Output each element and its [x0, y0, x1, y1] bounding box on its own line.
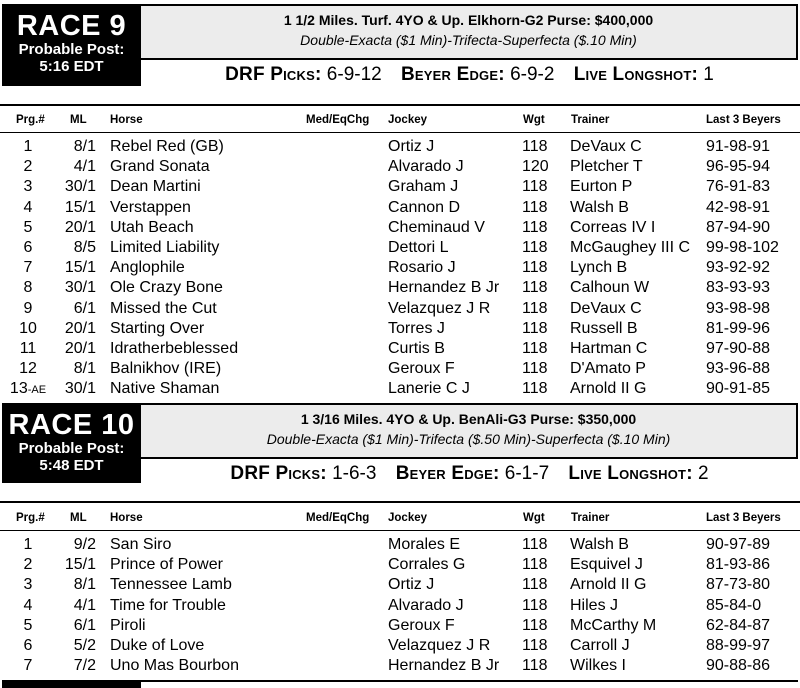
- cell-beyers: 99-98-102: [706, 239, 779, 256]
- cell-prg: 1: [23, 536, 33, 553]
- cell-jockey: Ortiz J: [388, 576, 435, 594]
- cell-trainer: DeVaux C: [570, 299, 642, 317]
- cell-jockey: Lanerie C J: [388, 380, 470, 398]
- col-ml: ML: [70, 512, 87, 524]
- table-row: [0, 319, 800, 339]
- cell-jockey: Curtis B: [388, 340, 445, 357]
- cell-beyers: 81-93-86: [706, 556, 771, 574]
- cell-wgt: 118: [522, 198, 548, 216]
- cell-jockey: Torres J: [388, 319, 445, 337]
- drf-picks-value: 1-6-3: [332, 463, 377, 484]
- cell-horse: Uno Mas Bourbon: [110, 657, 239, 675]
- cell-wgt: 118: [522, 380, 548, 398]
- next-race-box: [141, 680, 798, 688]
- cell-trainer: Arnold II G: [570, 380, 647, 398]
- cell-jockey: Alvarado J: [388, 596, 464, 614]
- cell-horse: Anglophile: [110, 259, 185, 277]
- cell-trainer: Calhoun W: [570, 279, 650, 297]
- picks-line: [141, 63, 798, 87]
- beyer-edge-value: 6-1-7: [504, 463, 550, 484]
- cell-ml: 30/1: [64, 178, 96, 196]
- cell-horse: Verstappen: [110, 198, 191, 216]
- col-trainer: Trainer: [571, 114, 610, 126]
- cell-horse: Grand Sonata: [110, 158, 210, 176]
- cell-horse: Time for Trouble: [110, 596, 226, 614]
- cell-trainer: Eurton P: [570, 178, 633, 196]
- prg-number: 13: [9, 380, 28, 398]
- cell-prg: 7: [23, 657, 33, 675]
- cell-jockey: Alvarado J: [388, 158, 464, 176]
- next-race-block: [2, 680, 141, 688]
- cell-horse: Ole Crazy Bone: [110, 279, 223, 297]
- cell-prg: 3: [23, 576, 33, 594]
- col-prg: Prg.#: [16, 512, 45, 524]
- cell-wgt: 118: [522, 340, 548, 357]
- cell-beyers: 87-94-90: [706, 218, 771, 236]
- cell-horse: Prince of Power: [110, 556, 223, 574]
- cell-beyers: 62-84-87: [706, 616, 771, 634]
- race-conditions-box: [141, 403, 798, 459]
- table-row: [0, 656, 800, 676]
- col-beyers: Last 3 Beyers: [706, 512, 781, 524]
- beyer-edge-label: Beyer Edge:: [395, 463, 500, 484]
- cell-trainer: Arnold II G: [570, 576, 647, 594]
- table-row: [0, 157, 800, 177]
- cell-wgt: 118: [522, 218, 548, 236]
- cell-jockey: Graham J: [388, 178, 459, 196]
- cell-horse: Rebel Red (GB): [110, 138, 224, 155]
- cell-prg: 9: [23, 299, 33, 317]
- cell-beyers: 76-91-83: [706, 178, 771, 196]
- cell-jockey: Velazquez J R: [388, 637, 491, 654]
- cell-prg: 6: [23, 637, 33, 654]
- cell-jockey: Hernandez B Jr: [388, 657, 500, 675]
- cell-horse: Limited Liability: [110, 239, 220, 256]
- cell-ml: 5/2: [73, 637, 96, 654]
- table-row: [0, 596, 800, 616]
- cell-horse: Tennessee Lamb: [110, 576, 232, 594]
- cell-horse: Missed the Cut: [110, 299, 217, 317]
- cell-ml: 8/1: [73, 138, 96, 155]
- cell-trainer: McCarthy M: [570, 616, 657, 634]
- header-rule: [0, 530, 800, 531]
- cell-beyers: 90-91-85: [706, 380, 771, 398]
- live-longshot-label: Live Longshot:: [573, 64, 698, 85]
- probable-post-label: Probable Post:: [18, 41, 125, 58]
- cell-prg: 3: [23, 178, 33, 196]
- col-beyers: Last 3 Beyers: [706, 114, 781, 126]
- race-conditions-box: [141, 4, 798, 60]
- cell-wgt: 118: [522, 657, 548, 675]
- col-horse: Horse: [110, 114, 143, 126]
- cell-horse: Balnikhov (IRE): [110, 360, 222, 378]
- cell-beyers: 91-98-91: [706, 138, 771, 155]
- entries-header: [0, 114, 800, 130]
- cell-horse: Duke of Love: [110, 637, 205, 654]
- table-row: [0, 299, 800, 319]
- live-longshot-label: Live Longshot:: [568, 463, 693, 484]
- cell-horse: Starting Over: [110, 319, 205, 337]
- cell-beyers: 96-95-94: [706, 158, 771, 176]
- cell-wgt: 118: [522, 556, 548, 574]
- beyer-edge-value: 6-9-2: [510, 64, 555, 85]
- post-time: 5:16 EDT: [39, 58, 104, 75]
- table-row: [0, 575, 800, 595]
- cell-prg: 4: [23, 198, 33, 216]
- cell-beyers: 93-92-92: [706, 259, 771, 277]
- col-trainer: Trainer: [571, 512, 610, 524]
- table-row: [0, 238, 800, 258]
- cell-ml: 20/1: [64, 319, 96, 337]
- cell-wgt: 118: [522, 178, 548, 196]
- col-med: Med/EqChg: [306, 512, 370, 524]
- cell-prg: 10: [19, 319, 37, 337]
- cell-wgt: 118: [522, 637, 548, 654]
- cell-ml: 20/1: [64, 218, 96, 236]
- cell-ml: 6/1: [73, 616, 96, 634]
- cell-ml: 4/1: [73, 596, 96, 614]
- cell-ml: 8/1: [73, 360, 96, 378]
- probable-post-label: Probable Post:: [18, 440, 125, 457]
- col-jockey: Jockey: [388, 512, 428, 524]
- cell-trainer: Correas IV I: [570, 218, 656, 236]
- cell-trainer: Walsh B: [570, 536, 629, 553]
- live-longshot-value: 1: [703, 64, 714, 85]
- cell-beyers: 85-84-0: [706, 596, 762, 614]
- cell-jockey: Cheminaud V: [388, 218, 485, 236]
- cell-jockey: Corrales G: [388, 556, 466, 574]
- table-row: [0, 198, 800, 218]
- drf-picks-label: DRF Picks:: [230, 463, 327, 484]
- cell-wgt: 118: [522, 138, 548, 155]
- cell-ml: 8/5: [73, 239, 96, 256]
- cell-beyers: 97-90-88: [706, 340, 771, 357]
- cell-trainer: Carroll J: [570, 637, 630, 654]
- table-row: [0, 359, 800, 379]
- cell-jockey: Velazquez J R: [388, 299, 491, 317]
- cell-jockey: Geroux F: [388, 616, 455, 634]
- cell-wgt: 118: [522, 616, 548, 634]
- cell-wgt: 120: [522, 158, 549, 176]
- col-jockey: Jockey: [388, 114, 428, 126]
- cell-prg: 4: [23, 596, 33, 614]
- cell-prg: 2: [23, 158, 33, 176]
- picks-line: [141, 462, 798, 486]
- cell-horse: Utah Beach: [110, 218, 194, 236]
- entries-header: [0, 512, 800, 528]
- table-row: [0, 379, 800, 399]
- cell-horse: Dean Martini: [110, 178, 201, 196]
- cell-trainer: Esquivel J: [570, 556, 643, 574]
- cell-beyers: 90-88-86: [706, 657, 771, 675]
- table-row: [0, 218, 800, 238]
- table-row: [0, 636, 800, 656]
- header-rule: [0, 132, 800, 133]
- col-wgt: Wgt: [523, 512, 545, 524]
- cell-ml: 30/1: [64, 380, 96, 398]
- cell-beyers: 87-73-80: [706, 576, 771, 594]
- cell-wgt: 118: [522, 319, 548, 337]
- cell-prg: 6: [23, 239, 33, 256]
- cell-wgt: 118: [522, 576, 548, 594]
- col-ml: ML: [70, 114, 87, 126]
- cell-wgt: 118: [522, 259, 548, 277]
- cell-prg: 12: [19, 360, 37, 378]
- table-top-rule: [0, 501, 800, 503]
- table-row: [0, 535, 800, 555]
- cell-prg: 2: [23, 556, 33, 574]
- race-conditions: 1 1/2 Miles. Turf. 4YO & Up. Elkhorn-G2 Purse: $400,000: [283, 12, 654, 28]
- cell-trainer: McGaughey III C: [570, 239, 691, 256]
- beyer-edge-label: Beyer Edge:: [401, 64, 505, 85]
- table-row: [0, 616, 800, 636]
- cell-wgt: 118: [522, 279, 548, 297]
- cell-beyers: 93-96-88: [706, 360, 771, 378]
- also-eligible-tag: -AE: [27, 384, 47, 397]
- cell-prg: 1: [23, 138, 33, 155]
- cell-wgt: 118: [522, 360, 548, 378]
- cell-trainer: Hartman C: [570, 340, 648, 357]
- cell-prg: 5: [23, 218, 33, 236]
- cell-trainer: Pletcher T: [570, 158, 643, 176]
- table-row: [0, 278, 800, 298]
- cell-jockey: Hernandez B Jr: [388, 279, 500, 297]
- cell-beyers: 88-99-97: [706, 637, 771, 654]
- live-longshot-value: 2: [698, 463, 709, 484]
- race-number: RACE 10: [8, 409, 135, 441]
- cell-ml: 20/1: [64, 340, 96, 357]
- cell-beyers: 81-99-96: [706, 319, 771, 337]
- cell-wgt: 118: [522, 536, 548, 553]
- cell-ml: 30/1: [64, 279, 96, 297]
- cell-beyers: 42-98-91: [706, 198, 771, 216]
- cell-jockey: Rosario J: [388, 259, 456, 277]
- drf-picks-label: DRF Picks:: [225, 64, 322, 85]
- table-row: [0, 555, 800, 575]
- cell-beyers: 93-98-98: [706, 299, 771, 317]
- cell-jockey: Morales E: [388, 536, 461, 553]
- cell-beyers: 90-97-89: [706, 536, 771, 553]
- cell-prg: 7: [23, 259, 33, 277]
- table-top-rule: [0, 104, 800, 106]
- cell-jockey: Cannon D: [388, 198, 461, 216]
- race-wagers: Double-Exacta ($1 Min)-Trifecta ($.50 Min)-Superfecta ($.10 Min): [266, 431, 671, 447]
- table-row: [0, 177, 800, 197]
- cell-prg: 8: [23, 279, 33, 297]
- race-title-block: [2, 403, 141, 483]
- cell-ml: 9/2: [73, 536, 96, 553]
- cell-trainer: Wilkes I: [570, 657, 626, 675]
- table-row: [0, 137, 800, 157]
- race-number: RACE 9: [16, 10, 127, 42]
- cell-prg: [6, 379, 50, 400]
- cell-ml: 6/1: [73, 299, 96, 317]
- cell-trainer: Hiles J: [570, 596, 619, 614]
- cell-trainer: D'Amato P: [570, 360, 646, 378]
- cell-beyers: 83-93-93: [706, 279, 771, 297]
- race-title-block: [2, 4, 141, 86]
- cell-trainer: Walsh B: [570, 198, 629, 216]
- table-row: [0, 339, 800, 359]
- cell-ml: 7/2: [73, 657, 96, 675]
- cell-trainer: Russell B: [570, 319, 638, 337]
- col-prg: Prg.#: [16, 114, 45, 126]
- cell-horse: Idratherbeblessed: [110, 340, 239, 357]
- cell-jockey: Ortiz J: [388, 138, 435, 155]
- cell-wgt: 118: [522, 239, 548, 256]
- col-wgt: Wgt: [523, 114, 545, 126]
- cell-ml: 8/1: [73, 576, 96, 594]
- col-horse: Horse: [110, 512, 143, 524]
- col-med: Med/EqChg: [306, 114, 370, 126]
- cell-prg: 11: [19, 340, 37, 357]
- cell-horse: Native Shaman: [110, 380, 220, 398]
- cell-ml: 15/1: [64, 198, 96, 216]
- cell-ml: 15/1: [64, 556, 96, 574]
- cell-horse: San Siro: [110, 536, 172, 553]
- cell-wgt: 118: [522, 596, 548, 614]
- post-time: 5:48 EDT: [39, 457, 104, 474]
- table-row: [0, 258, 800, 278]
- cell-trainer: DeVaux C: [570, 138, 642, 155]
- race-conditions: 1 3/16 Miles. 4YO & Up. BenAli-G3 Purse: $350,000: [300, 411, 637, 427]
- drf-picks-value: 6-9-12: [326, 64, 382, 85]
- cell-horse: Piroli: [110, 616, 146, 634]
- cell-ml: 4/1: [73, 158, 96, 176]
- cell-prg: 5: [23, 616, 33, 634]
- race-wagers: Double-Exacta ($1 Min)-Trifecta-Superfecta ($.10 Min): [300, 32, 637, 48]
- cell-wgt: 118: [522, 299, 548, 317]
- cell-jockey: Geroux F: [388, 360, 455, 378]
- cell-ml: 15/1: [64, 259, 96, 277]
- cell-trainer: Lynch B: [570, 259, 628, 277]
- cell-jockey: Dettori L: [388, 239, 449, 256]
